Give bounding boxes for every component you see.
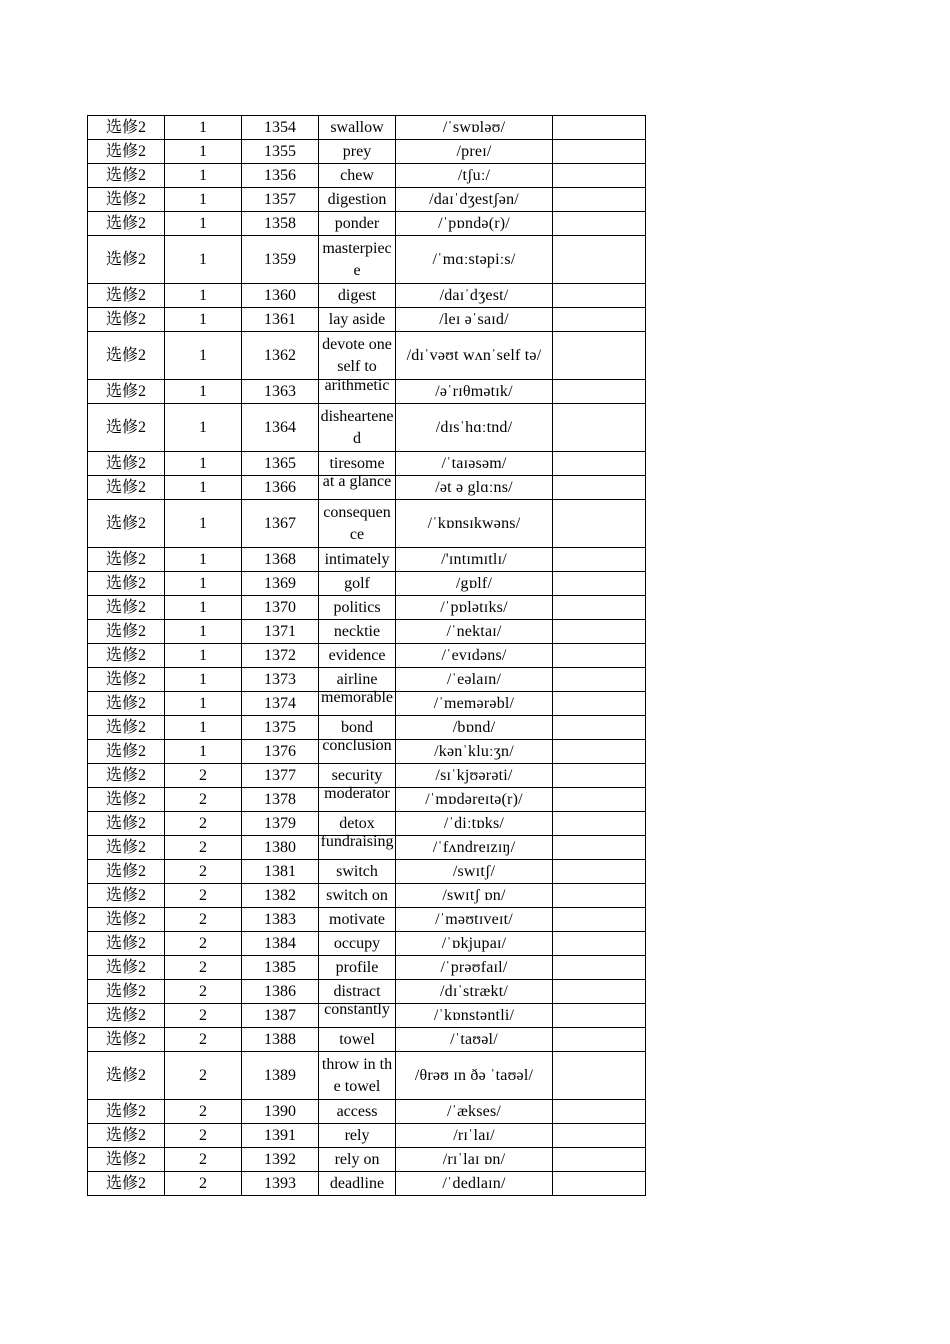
book-cell: 选修2 [88,284,165,308]
word-cell: switch [319,860,396,884]
number-cell: 1367 [242,500,319,548]
number-cell: 1375 [242,716,319,740]
number-cell: 1389 [242,1052,319,1100]
note-cell [553,572,646,596]
note-cell [553,404,646,452]
number-cell: 1357 [242,188,319,212]
word-cell: devote oneself to [319,332,396,380]
note-cell [553,188,646,212]
unit-cell: 1 [165,116,242,140]
number-cell: 1381 [242,860,319,884]
unit-cell: 2 [165,1148,242,1172]
word-cell: digest [319,284,396,308]
phonetic-cell: /bɒnd/ [396,716,553,740]
phonetic-cell: /ˈdiːtɒks/ [396,812,553,836]
number-cell: 1393 [242,1172,319,1196]
note-cell [553,1124,646,1148]
book-cell: 选修2 [88,908,165,932]
number-cell: 1368 [242,548,319,572]
unit-cell: 2 [165,812,242,836]
book-cell: 选修2 [88,404,165,452]
note-cell [553,1028,646,1052]
unit-cell: 1 [165,692,242,716]
unit-cell: 1 [165,716,242,740]
word-cell: distract [319,980,396,1004]
table-row [88,1172,646,1196]
unit-cell: 2 [165,908,242,932]
number-cell: 1388 [242,1028,319,1052]
table-row [88,860,646,884]
number-cell: 1371 [242,620,319,644]
table-row [88,1100,646,1124]
number-cell: 1383 [242,908,319,932]
unit-cell: 1 [165,476,242,500]
note-cell [553,644,646,668]
table-row [88,1004,646,1028]
phonetic-cell: /'ɪntɪmɪtlɪ/ [396,548,553,572]
number-cell: 1362 [242,332,319,380]
word-cell: golf [319,572,396,596]
note-cell [553,596,646,620]
number-cell: 1355 [242,140,319,164]
phonetic-cell: /ˈkɒnstəntli/ [396,1004,553,1028]
unit-cell: 1 [165,380,242,404]
number-cell: 1363 [242,380,319,404]
vocabulary-table-body [88,116,646,1196]
note-cell [553,236,646,284]
unit-cell: 1 [165,572,242,596]
phonetic-cell: /ˈpɒndə(r)/ [396,212,553,236]
table-row [88,644,646,668]
phonetic-cell: /swɪtʃ ɒn/ [396,884,553,908]
table-row [88,404,646,452]
table-row [88,572,646,596]
phonetic-cell: /kənˈkluːʒn/ [396,740,553,764]
unit-cell: 1 [165,308,242,332]
note-cell [553,1004,646,1028]
unit-cell: 1 [165,236,242,284]
unit-cell: 2 [165,1172,242,1196]
table-row [88,140,646,164]
phonetic-cell: /ˈfʌndreɪzɪŋ/ [396,836,553,860]
unit-cell: 1 [165,740,242,764]
note-cell [553,500,646,548]
note-cell [553,1052,646,1100]
note-cell [553,692,646,716]
phonetic-cell: /ˈməʊtɪveɪt/ [396,908,553,932]
phonetic-cell: /sɪˈkjʊərəti/ [396,764,553,788]
note-cell [553,788,646,812]
book-cell: 选修2 [88,1172,165,1196]
number-cell: 1386 [242,980,319,1004]
word-cell: constantly [319,1004,396,1028]
phonetic-cell: /ət ə glɑːns/ [396,476,553,500]
note-cell [553,860,646,884]
phonetic-cell: /ˈkɒnsɪkwəns/ [396,500,553,548]
phonetic-cell: /swɪtʃ/ [396,860,553,884]
book-cell: 选修2 [88,692,165,716]
table-row [88,308,646,332]
book-cell: 选修2 [88,236,165,284]
table-row [88,236,646,284]
word-cell: bond [319,716,396,740]
number-cell: 1390 [242,1100,319,1124]
phonetic-cell: /ˈprəʊfaɪl/ [396,956,553,980]
number-cell: 1365 [242,452,319,476]
book-cell: 选修2 [88,212,165,236]
note-cell [553,1148,646,1172]
word-cell: airline [319,668,396,692]
table-row [88,1052,646,1100]
table-row [88,788,646,812]
number-cell: 1373 [242,668,319,692]
book-cell: 选修2 [88,812,165,836]
table-row [88,836,646,860]
phonetic-cell: /preɪ/ [396,140,553,164]
word-cell: fundraising [319,836,396,860]
table-row [88,212,646,236]
word-cell: moderator [319,788,396,812]
book-cell: 选修2 [88,788,165,812]
word-cell: prey [319,140,396,164]
word-cell: security [319,764,396,788]
word-cell: tiresome [319,452,396,476]
book-cell: 选修2 [88,860,165,884]
phonetic-cell: /əˈrɪθmətɪk/ [396,380,553,404]
table-row [88,932,646,956]
table-row [88,884,646,908]
table-row [88,692,646,716]
book-cell: 选修2 [88,452,165,476]
number-cell: 1354 [242,116,319,140]
number-cell: 1374 [242,692,319,716]
phonetic-cell: /ˈɒkjupaɪ/ [396,932,553,956]
note-cell [553,668,646,692]
unit-cell: 2 [165,788,242,812]
number-cell: 1370 [242,596,319,620]
phonetic-cell: /ˈpɒlətɪks/ [396,596,553,620]
table-row [88,1124,646,1148]
note-cell [553,476,646,500]
phonetic-cell: /ˈdedlaɪn/ [396,1172,553,1196]
book-cell: 选修2 [88,332,165,380]
table-row [88,164,646,188]
unit-cell: 2 [165,1124,242,1148]
note-cell [553,1100,646,1124]
note-cell [553,116,646,140]
note-cell [553,332,646,380]
note-cell [553,740,646,764]
unit-cell: 1 [165,500,242,548]
book-cell: 选修2 [88,836,165,860]
word-cell: towel [319,1028,396,1052]
book-cell: 选修2 [88,716,165,740]
unit-cell: 1 [165,596,242,620]
book-cell: 选修2 [88,1148,165,1172]
phonetic-cell: /rɪˈlaɪ ɒn/ [396,1148,553,1172]
book-cell: 选修2 [88,1052,165,1100]
phonetic-cell: /leɪ əˈsaɪd/ [396,308,553,332]
unit-cell: 1 [165,212,242,236]
note-cell [553,140,646,164]
word-cell: rely on [319,1148,396,1172]
book-cell: 选修2 [88,188,165,212]
book-cell: 选修2 [88,380,165,404]
number-cell: 1380 [242,836,319,860]
number-cell: 1391 [242,1124,319,1148]
word-cell: occupy [319,932,396,956]
number-cell: 1384 [242,932,319,956]
word-cell: lay aside [319,308,396,332]
number-cell: 1376 [242,740,319,764]
word-cell: detox [319,812,396,836]
number-cell: 1361 [242,308,319,332]
number-cell: 1358 [242,212,319,236]
phonetic-cell: /ˈeəlaɪn/ [396,668,553,692]
unit-cell: 1 [165,548,242,572]
number-cell: 1356 [242,164,319,188]
table-row [88,740,646,764]
book-cell: 选修2 [88,116,165,140]
phonetic-cell: /ˈmɒdəreɪtə(r)/ [396,788,553,812]
word-cell: throw in the towel [319,1052,396,1100]
word-cell: politics [319,596,396,620]
unit-cell: 2 [165,1028,242,1052]
book-cell: 选修2 [88,1028,165,1052]
table-row [88,116,646,140]
book-cell: 选修2 [88,1004,165,1028]
note-cell [553,716,646,740]
note-cell [553,764,646,788]
unit-cell: 2 [165,956,242,980]
word-cell: digestion [319,188,396,212]
table-row [88,380,646,404]
book-cell: 选修2 [88,572,165,596]
book-cell: 选修2 [88,932,165,956]
note-cell [553,980,646,1004]
word-cell: ponder [319,212,396,236]
unit-cell: 1 [165,284,242,308]
number-cell: 1377 [242,764,319,788]
phonetic-cell: /ˈevɪdəns/ [396,644,553,668]
book-cell: 选修2 [88,1124,165,1148]
table-row [88,1148,646,1172]
number-cell: 1360 [242,284,319,308]
number-cell: 1364 [242,404,319,452]
word-cell: at a glance [319,476,396,500]
word-cell: evidence [319,644,396,668]
table-row [88,620,646,644]
note-cell [553,212,646,236]
unit-cell: 1 [165,644,242,668]
note-cell [553,308,646,332]
phonetic-cell: /ˈmemərəbl/ [396,692,553,716]
book-cell: 选修2 [88,140,165,164]
table-row [88,956,646,980]
number-cell: 1379 [242,812,319,836]
book-cell: 选修2 [88,548,165,572]
note-cell [553,620,646,644]
unit-cell: 2 [165,860,242,884]
note-cell [553,836,646,860]
phonetic-cell: /θrəʊ ɪn ðə ˈtaʊəl/ [396,1052,553,1100]
word-cell: masterpiece [319,236,396,284]
unit-cell: 2 [165,1052,242,1100]
phonetic-cell: /daɪˈdʒestʃən/ [396,188,553,212]
unit-cell: 2 [165,836,242,860]
note-cell [553,164,646,188]
unit-cell: 1 [165,620,242,644]
number-cell: 1392 [242,1148,319,1172]
book-cell: 选修2 [88,476,165,500]
phonetic-cell: /ˈmɑːstəpiːs/ [396,236,553,284]
phonetic-cell: /dɪˈvəʊt wʌnˈself tə/ [396,332,553,380]
note-cell [553,284,646,308]
unit-cell: 1 [165,332,242,380]
note-cell [553,812,646,836]
book-cell: 选修2 [88,764,165,788]
book-cell: 选修2 [88,668,165,692]
phonetic-cell: /ˈtaʊəl/ [396,1028,553,1052]
table-row [88,476,646,500]
word-cell: consequence [319,500,396,548]
unit-cell: 1 [165,188,242,212]
number-cell: 1372 [242,644,319,668]
unit-cell: 1 [165,452,242,476]
phonetic-cell: /ˈækses/ [396,1100,553,1124]
note-cell [553,548,646,572]
phonetic-cell: /ˈswɒləʊ/ [396,116,553,140]
word-cell: profile [319,956,396,980]
book-cell: 选修2 [88,164,165,188]
table-row [88,548,646,572]
phonetic-cell: /rɪˈlaɪ/ [396,1124,553,1148]
unit-cell: 1 [165,140,242,164]
phonetic-cell: /ˈtaɪəsəm/ [396,452,553,476]
word-cell: motivate [319,908,396,932]
phonetic-cell: /ˈnektaɪ/ [396,620,553,644]
word-cell: access [319,1100,396,1124]
unit-cell: 2 [165,884,242,908]
book-cell: 选修2 [88,596,165,620]
table-row [88,1028,646,1052]
number-cell: 1387 [242,1004,319,1028]
book-cell: 选修2 [88,884,165,908]
phonetic-cell: /gɒlf/ [396,572,553,596]
book-cell: 选修2 [88,620,165,644]
number-cell: 1385 [242,956,319,980]
word-cell: rely [319,1124,396,1148]
table-row [88,596,646,620]
note-cell [553,1172,646,1196]
word-cell: switch on [319,884,396,908]
book-cell: 选修2 [88,644,165,668]
book-cell: 选修2 [88,1100,165,1124]
phonetic-cell: /daɪˈdʒest/ [396,284,553,308]
vocabulary-table [87,115,646,1196]
note-cell [553,884,646,908]
word-cell: conclusion [319,740,396,764]
table-row [88,908,646,932]
book-cell: 选修2 [88,500,165,548]
number-cell: 1378 [242,788,319,812]
table-row [88,332,646,380]
word-cell: arithmetic [319,380,396,404]
unit-cell: 2 [165,932,242,956]
table-row [88,500,646,548]
word-cell: chew [319,164,396,188]
unit-cell: 2 [165,980,242,1004]
number-cell: 1382 [242,884,319,908]
number-cell: 1359 [242,236,319,284]
word-cell: necktie [319,620,396,644]
table-row [88,284,646,308]
word-cell: swallow [319,116,396,140]
unit-cell: 2 [165,1004,242,1028]
note-cell [553,956,646,980]
book-cell: 选修2 [88,740,165,764]
unit-cell: 2 [165,764,242,788]
note-cell [553,380,646,404]
note-cell [553,908,646,932]
table-row [88,188,646,212]
unit-cell: 1 [165,404,242,452]
number-cell: 1369 [242,572,319,596]
unit-cell: 1 [165,164,242,188]
phonetic-cell: /dɪˈstrækt/ [396,980,553,1004]
unit-cell: 1 [165,668,242,692]
word-cell: deadline [319,1172,396,1196]
unit-cell: 2 [165,1100,242,1124]
number-cell: 1366 [242,476,319,500]
word-cell: memorable [319,692,396,716]
phonetic-cell: /dɪsˈhɑːtnd/ [396,404,553,452]
note-cell [553,932,646,956]
book-cell: 选修2 [88,956,165,980]
word-cell: disheartened [319,404,396,452]
word-cell: intimately [319,548,396,572]
note-cell [553,452,646,476]
book-cell: 选修2 [88,308,165,332]
phonetic-cell: /tʃuː/ [396,164,553,188]
book-cell: 选修2 [88,980,165,1004]
